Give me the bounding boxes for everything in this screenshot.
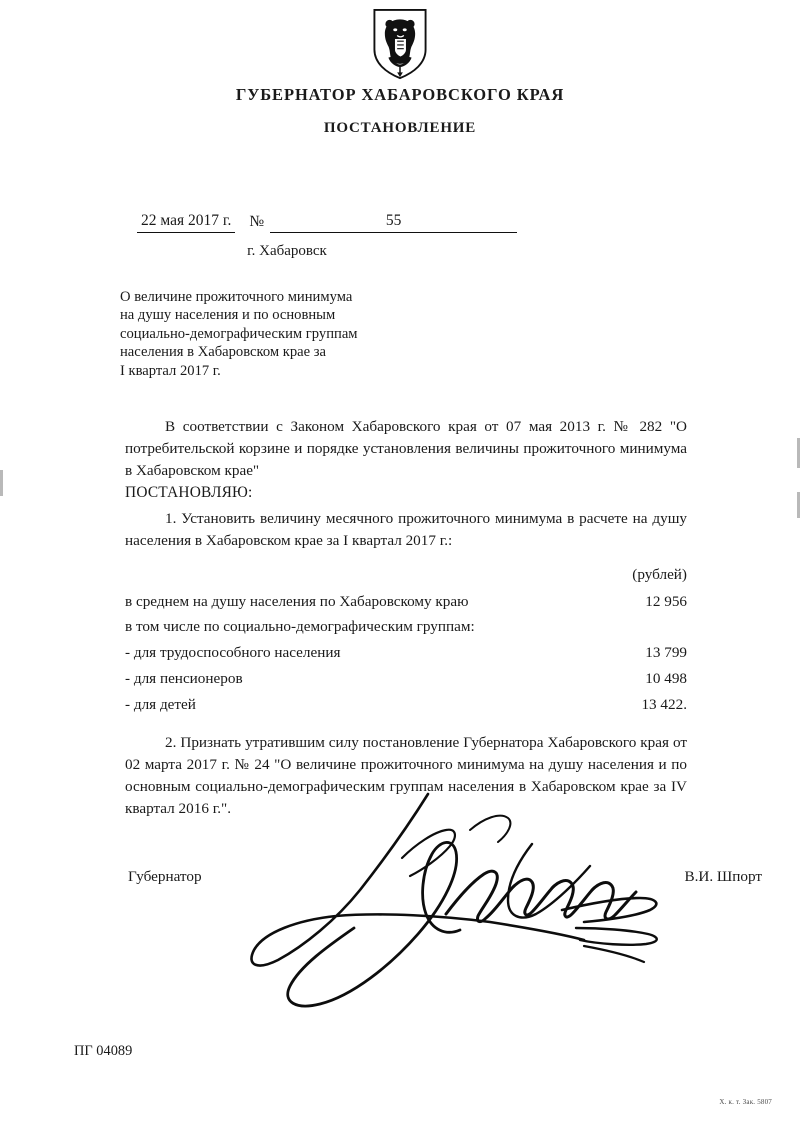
subject-line: населения в Хабаровском крае за xyxy=(120,344,326,361)
emblem-container xyxy=(0,8,800,80)
table-row xyxy=(125,640,687,666)
units-spacer xyxy=(125,562,591,589)
scan-edge-artifact xyxy=(0,470,3,496)
row-label: - для детей xyxy=(125,696,196,714)
item-2-paragraph: 2. Признать утратившим силу постановление Губернатора Хабаровского края от 02 марта 2017 г. № 24 "О величине прожиточного минимума на душу населения и по основным социально-демографическим группам населения в Хабаровском крае за IV квартал 2016 г.". xyxy=(125,733,687,817)
row-amount: 13 422. xyxy=(641,696,687,714)
number-sign-label: № xyxy=(249,213,265,230)
subsistence-minimum-table xyxy=(125,562,687,718)
date-number-bar xyxy=(137,212,517,233)
document-type-heading: ПОСТАНОВЛЕНИЕ xyxy=(323,120,477,136)
item-1-paragraph: 1. Установить величину месячного прожиточного минимума в расчете на душу населения в Хабаровском крае за I квартал 2017 г.: xyxy=(125,509,687,549)
row-amount: 12 956 xyxy=(645,592,687,610)
row-amount xyxy=(591,614,687,640)
subject-line: О величине прожиточного минимума xyxy=(120,289,353,305)
units-label: (рублей) xyxy=(632,565,687,583)
document-subject xyxy=(120,288,450,380)
table-row xyxy=(125,614,687,640)
row-label: в среднем на душу населения по Хабаровскому краю xyxy=(125,592,469,610)
signer-name: В.И. Шпорт xyxy=(684,868,762,885)
row-label: в том числе по социально-демографическим группам: xyxy=(125,618,475,636)
signer-position: Губернатор xyxy=(128,868,202,885)
table-row xyxy=(125,666,687,692)
issue-city: г. Хабаровск xyxy=(247,243,327,259)
document-number: 55 xyxy=(270,212,517,233)
preamble-paragraph: В соответствии с Законом Хабаровского края от 07 мая 2013 г. № 282 "О потребительской корзине и порядке установления величины прожиточного минимума в Хабаровском крае" xyxy=(125,418,687,479)
subject-line: I квартал 2017 г. xyxy=(120,362,221,379)
row-label: - для трудоспособного населения xyxy=(125,644,341,662)
signature-row xyxy=(0,868,800,898)
footer-registration-code: ПГ 04089 xyxy=(74,1043,133,1059)
printing-house-mark: Х. к. т. Зак. 5807 xyxy=(719,1098,772,1106)
resolve-keyword: ПОСТАНОВЛЯЮ: xyxy=(125,483,253,501)
subject-line: социально-демографическим группам xyxy=(120,325,358,342)
row-amount: 13 799 xyxy=(645,644,687,662)
units-row xyxy=(125,562,687,589)
subject-line: на душу населения и по основным xyxy=(120,307,336,324)
table-row xyxy=(125,589,687,615)
table-row xyxy=(125,692,687,718)
table-body xyxy=(125,562,687,718)
row-label: - для пенсионеров xyxy=(125,670,243,688)
khabarovsk-krai-coat-of-arms-icon xyxy=(369,8,431,80)
document-date: 22 мая 2017 г. xyxy=(137,212,235,233)
document-body xyxy=(125,416,687,820)
organization-title: ГУБЕРНАТОР ХАБАРОВСКОГО КРАЯ xyxy=(235,85,565,104)
row-amount: 10 498 xyxy=(645,670,687,688)
